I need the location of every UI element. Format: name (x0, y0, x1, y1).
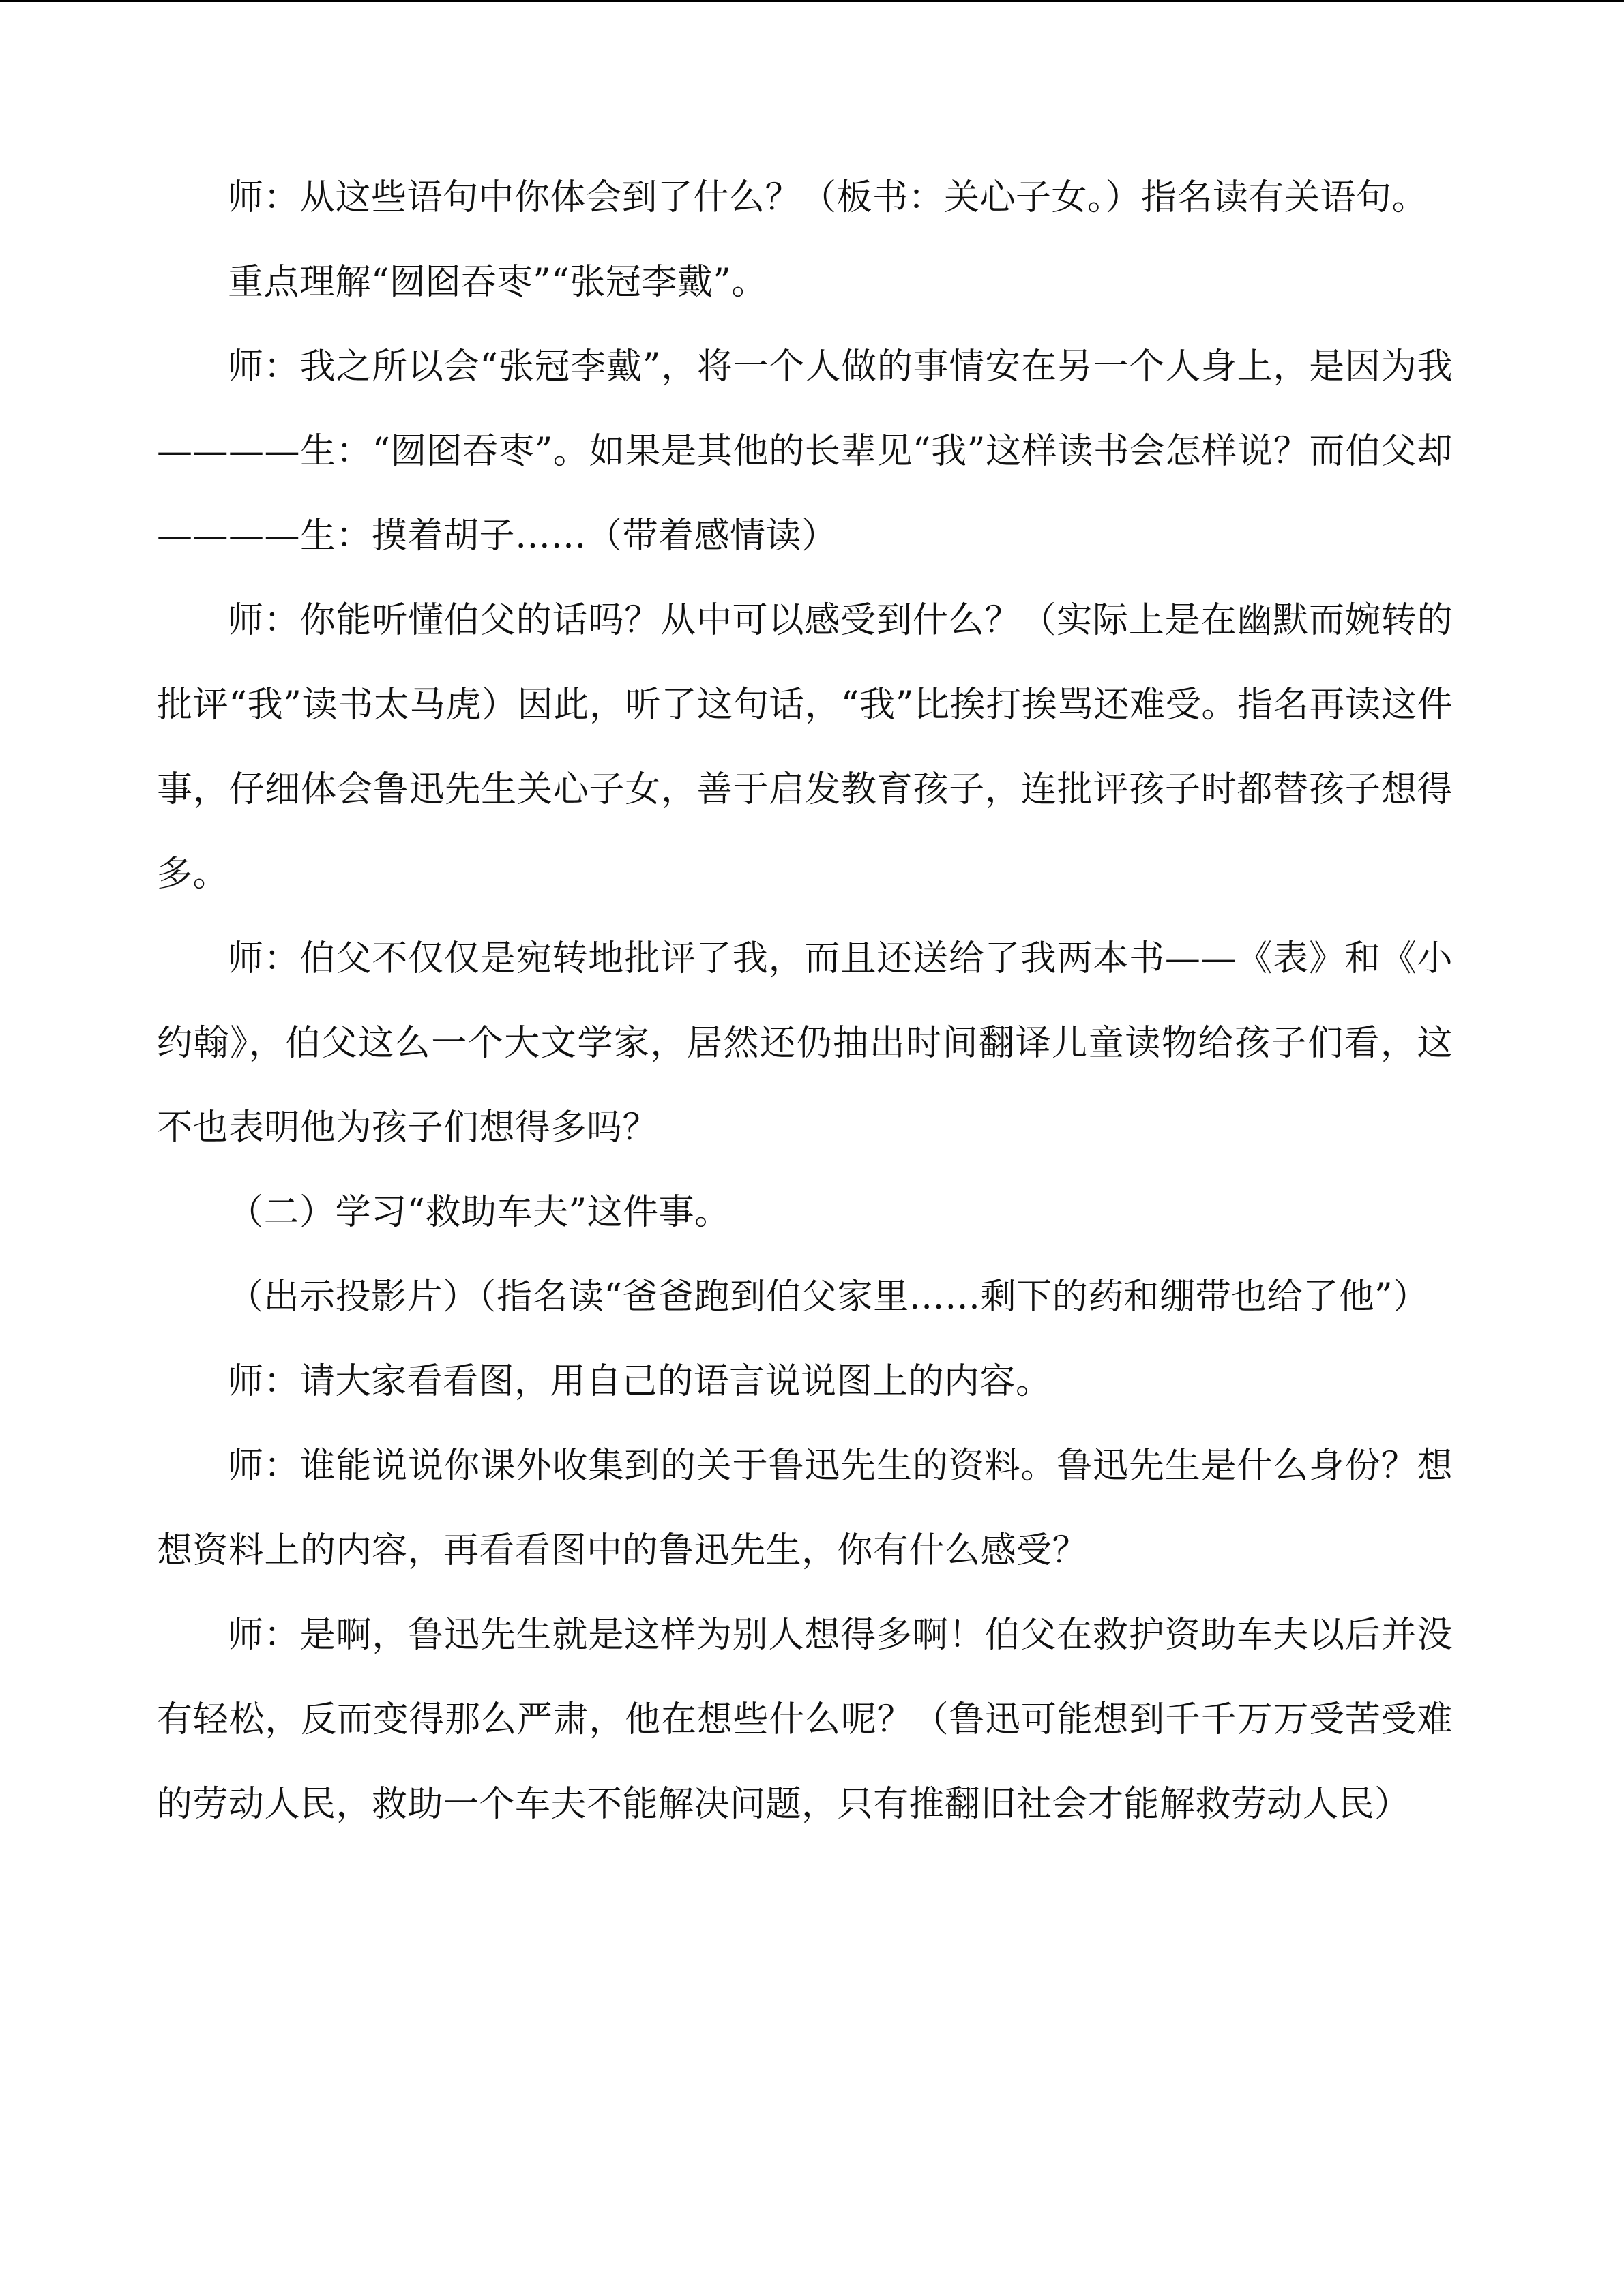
paragraph-10: 师：是啊，鲁迅先生就是这样为别人想得多啊！伯父在救护资助车夫以后并没有轻松，反而变得那么严肃，他在想些什么呢？（鲁迅可能想到千千万万受苦受难的劳动人民，救助一个车夫不能解决问题，只有推翻旧社会才能解救劳动人民） (157, 1615, 1453, 1825)
document-page (157, 155, 1453, 1847)
paragraph-4: 师：你能听懂伯父的话吗？从中可以感受到什么？（实际上是在幽默而婉转的批评“我”读书太马虎）因此，听了这句话，“我”比挨打挨骂还难受。指名再读这件事，仔细体会鲁迅先生关心子女，善于启发教育孩子，连批评孩子时都替孩子想得多。 (157, 600, 1453, 895)
paragraph-7: （出示投影片）（指名读“爸爸跑到伯父家里……剩下的药和绷带也给了他”） (228, 1277, 1429, 1317)
paragraph-6: （二）学习“救助车夫”这件事。 (228, 1192, 730, 1233)
top-border-line (0, 0, 1624, 2)
paragraph-2: 重点理解“囫囵吞枣”“张冠李戴”。 (228, 262, 767, 303)
paragraph-5: 师：伯父不仅仅是宛转地批评了我，而且还送给了我两本书——《表》和《小约翰》，伯父这么一个大文学家，居然还仍抽出时间翻译儿童读物给孩子们看，这不也表明他为孩子们想得多吗？ (157, 938, 1453, 1148)
paragraph-1: 师：从这些语句中你体会到了什么？（板书：关心子女。）指名读有关语句。 (228, 177, 1428, 218)
paragraph-8: 师：请大家看看图，用自己的语言说说图上的内容。 (228, 1361, 1052, 1402)
paragraph-3: 师：我之所以会“张冠李戴”，将一个人做的事情安在另一个人身上，是因为我————生：“囫囵吞枣”。如果是其他的长辈见“我”这样读书会怎样说？而伯父却————生：摸着胡子……（带着感情读） (157, 346, 1453, 556)
paragraph-9: 师：谁能说说你课外收集到的关于鲁迅先生的资料。鲁迅先生是什么身份？想想资料上的内容，再看看图中的鲁迅先生，你有什么感受？ (157, 1446, 1453, 1571)
